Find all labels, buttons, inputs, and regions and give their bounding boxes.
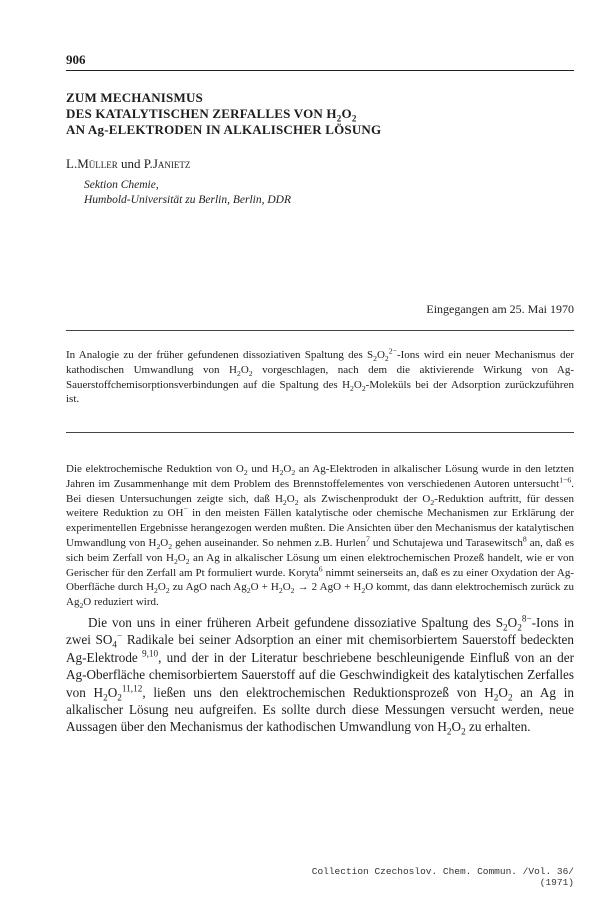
intro-paragraph: Die elektrochemische Reduktion von $O_2$ und $H_2O_2$ an Ag-Elektroden in alkalischer Lösung wurde in den letzten Jahren im Zusammenhange mit dem Problem des Brennstoffelementes von verschiedenen Autoren untersucht$^{1-6}$. Bei diesen Untersuchungen zeigte sich, daß $H_2O_2$ als Zwischenprodukt der $O_2$-Reduktion auftritt, für dessen weitere Reduktion zu OH− in den meisten Fällen katalytische oder chemische Mechanismen zur Erklärung der experimentellen Ergebnisse herangezogen werden mußten. Die Ansichten über den Mechanismus der katalytischen Umwandlung von $H_2O_2$ gehen auseinander. So nehmen z.B. Hurlen$^7$ und Schutajewa und Tarasewitsch$^8$ an, daß es sich beim Zerfall von $H_2O_2$ an Ag in alkalischer Lösung um einen elektrochemischen Prozeß handelt, wie er von Gerischer für den Zerfall am Pt formuliert wurde. Koryta$^6$ nimmt seinerseits an, daß es zu einer Oxydation der Ag-Oberfläche durch $H_2O_2$ zu AgO nach $Ag_2O + H_2O_2 \to 2$ AgO + $H_2O$ kommt, das dann elektrochemisch zurück zu $Ag_2O$ reduziert wird. bbox=[66, 463, 575, 611]
author-1: Müller bbox=[77, 156, 118, 171]
header-rule bbox=[66, 70, 574, 71]
title-line-1: ZUM MECHANISMUS bbox=[66, 90, 203, 105]
article-title bbox=[66, 90, 574, 138]
abstract: In Analogie zu der früher gefundenen dissoziativen Spaltung des $S_2O_2^{2-}$-Ions wird ein neuer Mechanismus der kathodischen Umwandlung von $H_2O_2$ vorgeschlagen, nach dem die aktivierende Wirkung von Ag-Sauerstoffchemisorptionsverbindungen auf die Spaltung des $H_2O_2$-Moleküls bei der Adsorption zurückzuführen ist. bbox=[66, 346, 575, 406]
journal-footer: Collection Czechoslov. Chem. Commun. /Vol. 36/ (1971) bbox=[311, 866, 574, 888]
title-line-3: AN Ag-ELEKTRODEN IN ALKALISCHER LÖSUNG bbox=[66, 122, 382, 137]
affiliation: Sektion Chemie, Humbold-Universität zu Berlin, Berlin, DDR bbox=[84, 179, 291, 206]
authors: L.Müller und P.Janietz bbox=[66, 156, 191, 171]
author-2: Janietz bbox=[152, 156, 191, 171]
title-line-2: DES KATALYTISCHEN ZERFALLES VON $H_2O_2$ bbox=[66, 106, 357, 124]
page-number: 906 bbox=[66, 52, 86, 67]
abstract-top-rule bbox=[66, 330, 574, 331]
received-date: Eingegangen am 25. Mai 1970 bbox=[426, 302, 574, 316]
main-paragraph: Die von uns in einer früheren Arbeit gefundene dissoziative Spaltung des $S_2O_2^{8-}$-Ions in zwei $SO_4^-$ Radikale bei seiner Adsorption an einer mit chemisorbiertem Sauerstoff bedeckten Ag-Elektrode $^{9,10}$, und der in der Literatur beschriebene beschleunigende Einfluß von an der Ag-Oberfläche chemisorbiertem Sauerstoff auf die Geschwindigkeit des katalytischen Zerfalles von $H_2O_2^{11,12}$, ließen uns den elektrochemischen Reduktionsprozeß von $H_2O_2$ an Ag in alkalischer Lösung neu aufgreifen. Es sollte durch diese Messungen versucht werden, neue Aussagen über den Mechanismus der kathodischen Umwandlung von $H_2O_2$ zu erhalten. bbox=[66, 613, 574, 738]
abstract-bottom-rule bbox=[66, 432, 574, 433]
